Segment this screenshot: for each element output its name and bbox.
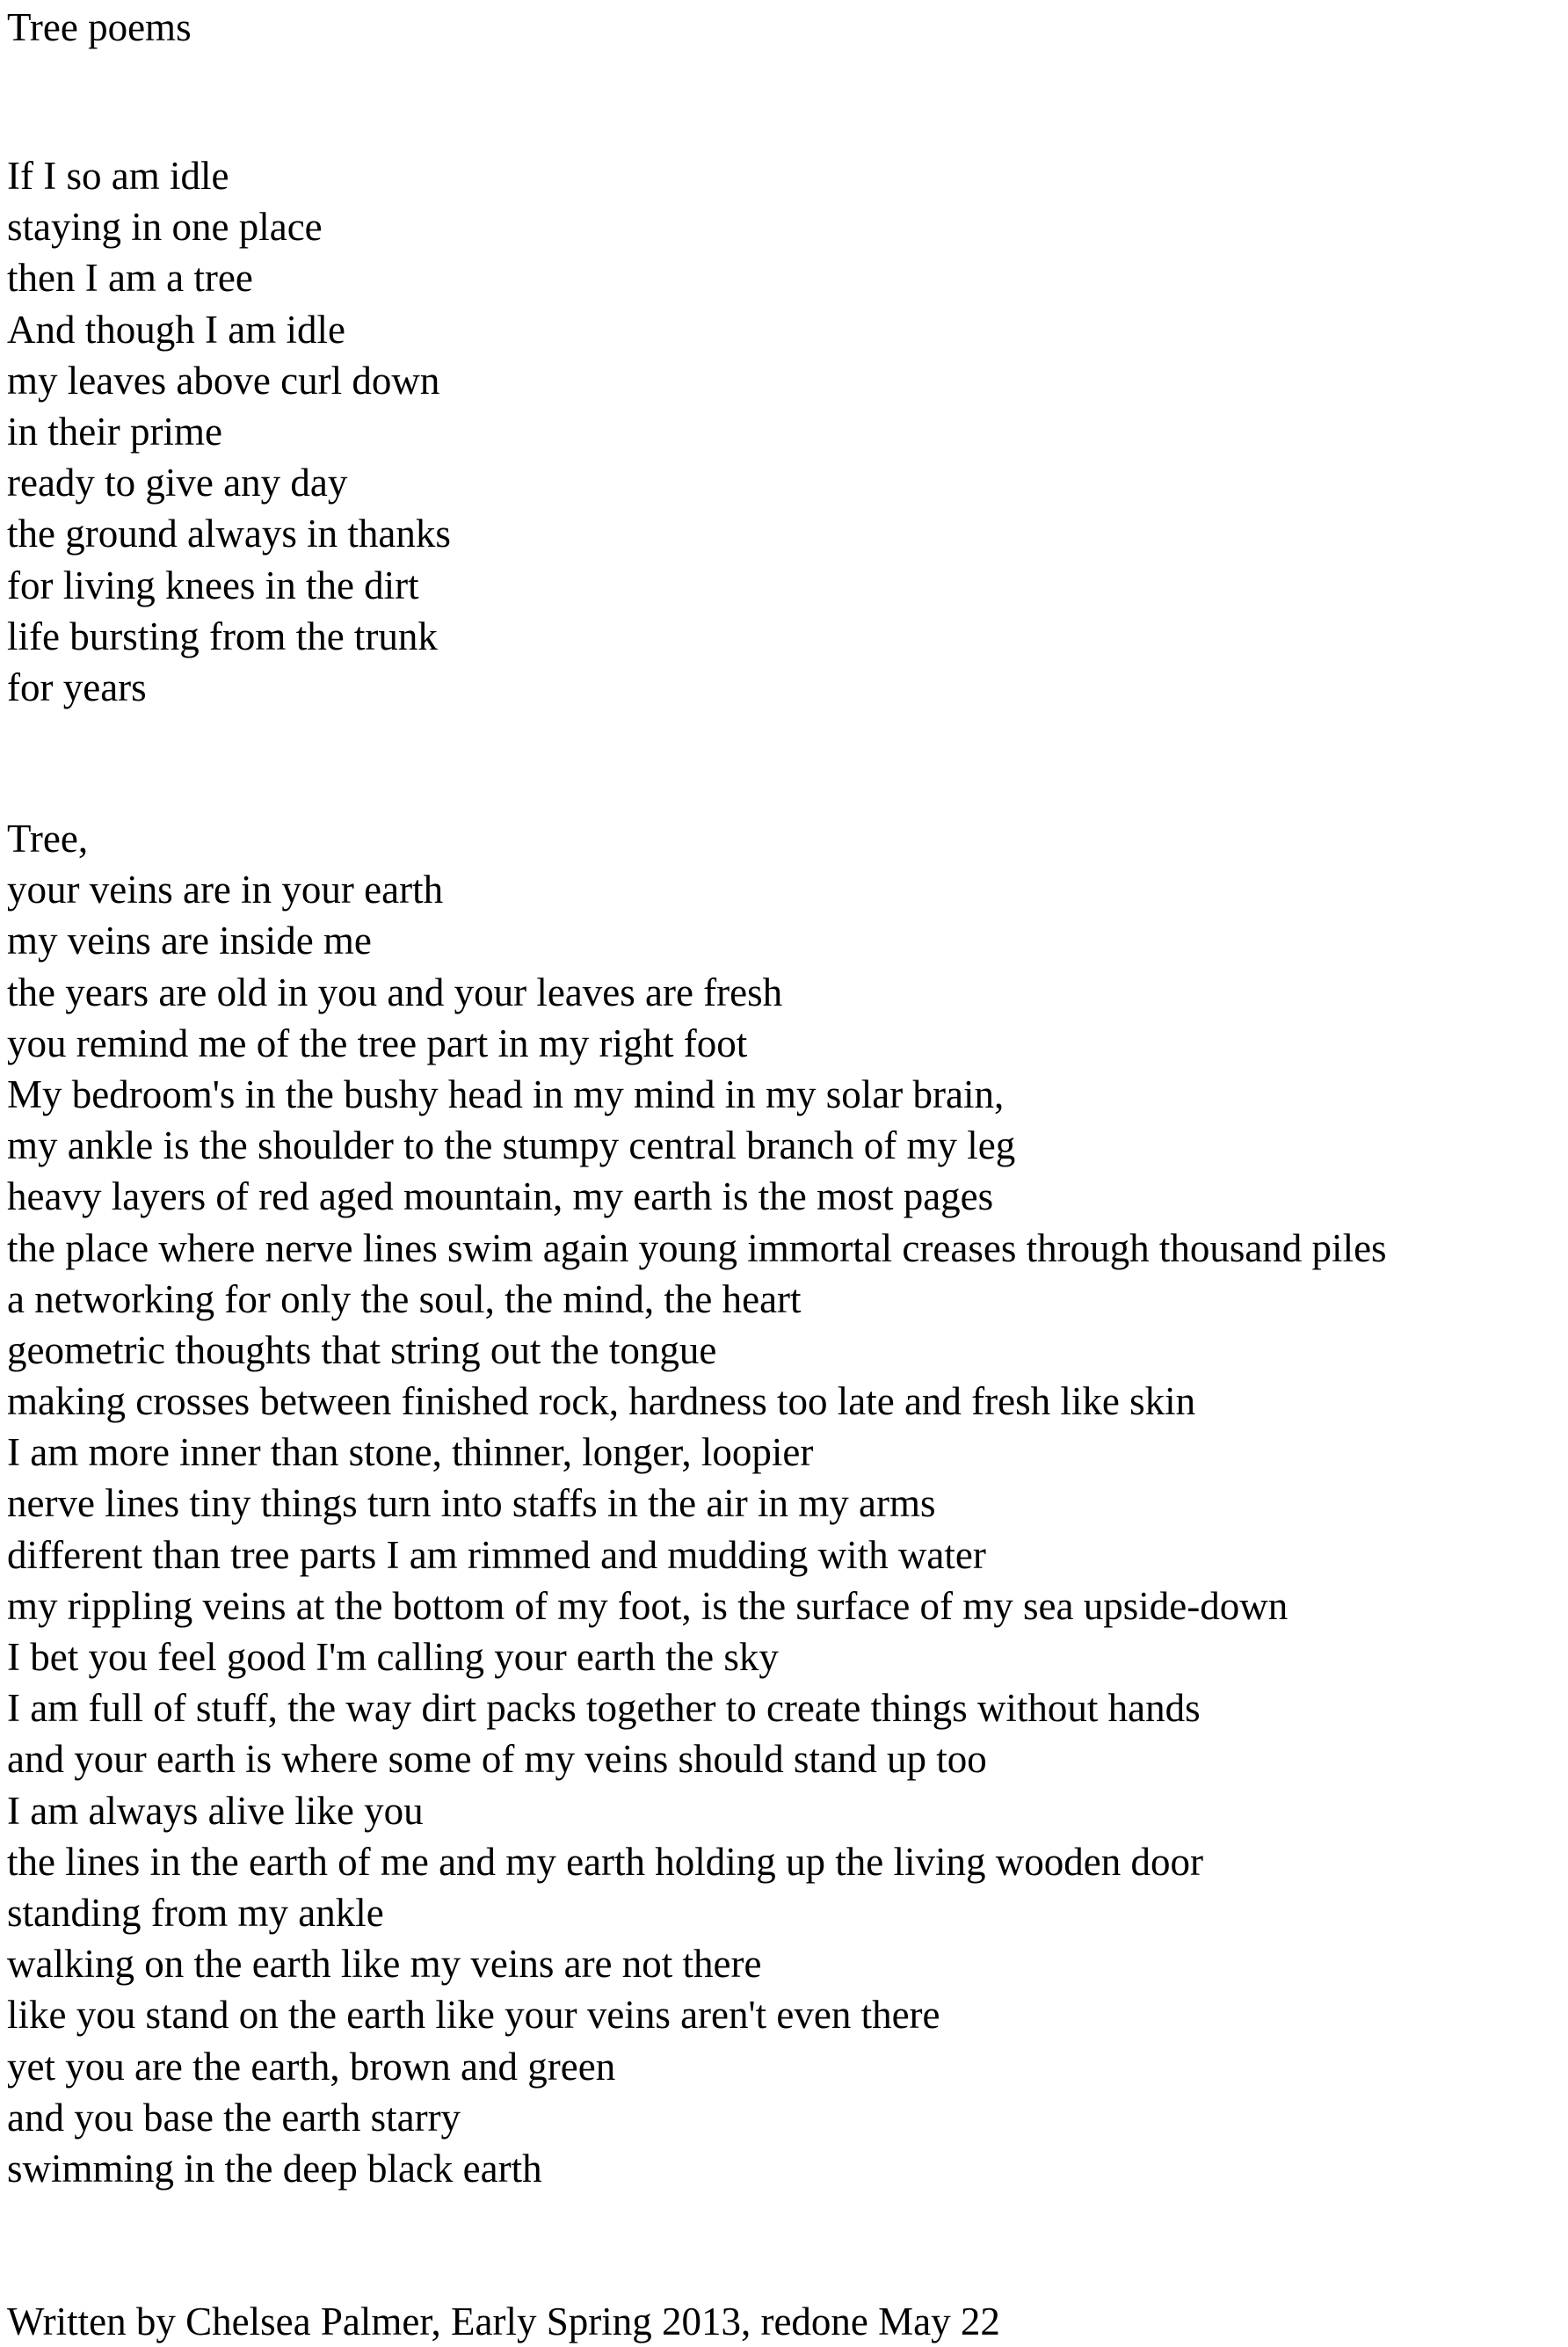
- poem-line: I am full of stuff, the way dirt packs together to create things without hands: [7, 1686, 1201, 1731]
- poem-line: and your earth is where some of my veins should stand up too: [7, 1737, 987, 1782]
- poem-line: you remind me of the tree part in my right foot: [7, 1021, 748, 1065]
- poem-line: a networking for only the soul, the mind, the heart: [7, 1276, 802, 1321]
- poem-line: If I so am idle: [7, 154, 229, 198]
- poem-line: life bursting from the trunk: [7, 614, 438, 658]
- poem-line: your veins are in your earth: [7, 868, 444, 912]
- poem-line: ready to give any day: [7, 461, 348, 505]
- poem-line: And though I am idle: [7, 307, 345, 352]
- poem-line: Tree,: [7, 817, 89, 861]
- poem-line: the lines in the earth of me and my earth holding up the living wooden door: [7, 1839, 1203, 1884]
- poem-line: for living knees in the dirt: [7, 563, 419, 607]
- poem-line: my ankle is the shoulder to the stumpy central branch of my leg: [7, 1123, 1016, 1168]
- poem-line: walking on the earth like my veins are not there: [7, 1942, 762, 1987]
- poem-line: I am more inner than stone, thinner, longer, loopier: [7, 1430, 814, 1475]
- poem-line: the ground always in thanks: [7, 512, 451, 556]
- poem-line: swimming in the deep black earth: [7, 2146, 542, 2191]
- poem-line: I am always alive like you: [7, 1788, 424, 1833]
- poem-line: my leaves above curl down: [7, 358, 440, 403]
- poem-1: [7, 150, 451, 713]
- poem-line: staying in one place: [7, 205, 323, 250]
- poem-line: yet you are the earth, brown and green: [7, 2044, 616, 2089]
- poem-line: then I am a tree: [7, 256, 253, 301]
- poem-line: I bet you feel good I'm calling your earth the sky: [7, 1635, 779, 1679]
- poem-2: [7, 813, 1387, 2194]
- poem-line: different than tree parts I am rimmed and mudding with water: [7, 1532, 986, 1577]
- poem-line: in their prime: [7, 409, 222, 454]
- poem-line: the years are old in you and your leaves are fresh: [7, 970, 783, 1014]
- poem-line: like you stand on the earth like your veins aren't even there: [7, 1993, 940, 2038]
- poem-line: geometric thoughts that string out the tongue: [7, 1327, 717, 1372]
- poem-line: nerve lines tiny things turn into staffs in the air in my arms: [7, 1481, 936, 1526]
- poem-line: making crosses between finished rock, hardness too late and fresh like skin: [7, 1379, 1196, 1424]
- poem-line: for years: [7, 665, 147, 709]
- poem-line: and you base the earth starry: [7, 2095, 461, 2140]
- poem-line: My bedroom's in the bushy head in my mind in my solar brain,: [7, 1072, 1005, 1116]
- poem-line: my rippling veins at the bottom of my foot, is the surface of my sea upside-down: [7, 1583, 1289, 1628]
- poem-line: heavy layers of red aged mountain, my earth is the most pages: [7, 1174, 994, 1219]
- poem-line: the place where nerve lines swim again young immortal creases through thousand piles: [7, 1225, 1387, 1270]
- poem-line: my veins are inside me: [7, 919, 372, 963]
- document-title: Tree poems: [7, 5, 192, 49]
- poem-line: standing from my ankle: [7, 1890, 384, 1935]
- author-credit: Written by Chelsea Palmer, Early Spring 2013, redone May 22: [7, 2300, 1000, 2343]
